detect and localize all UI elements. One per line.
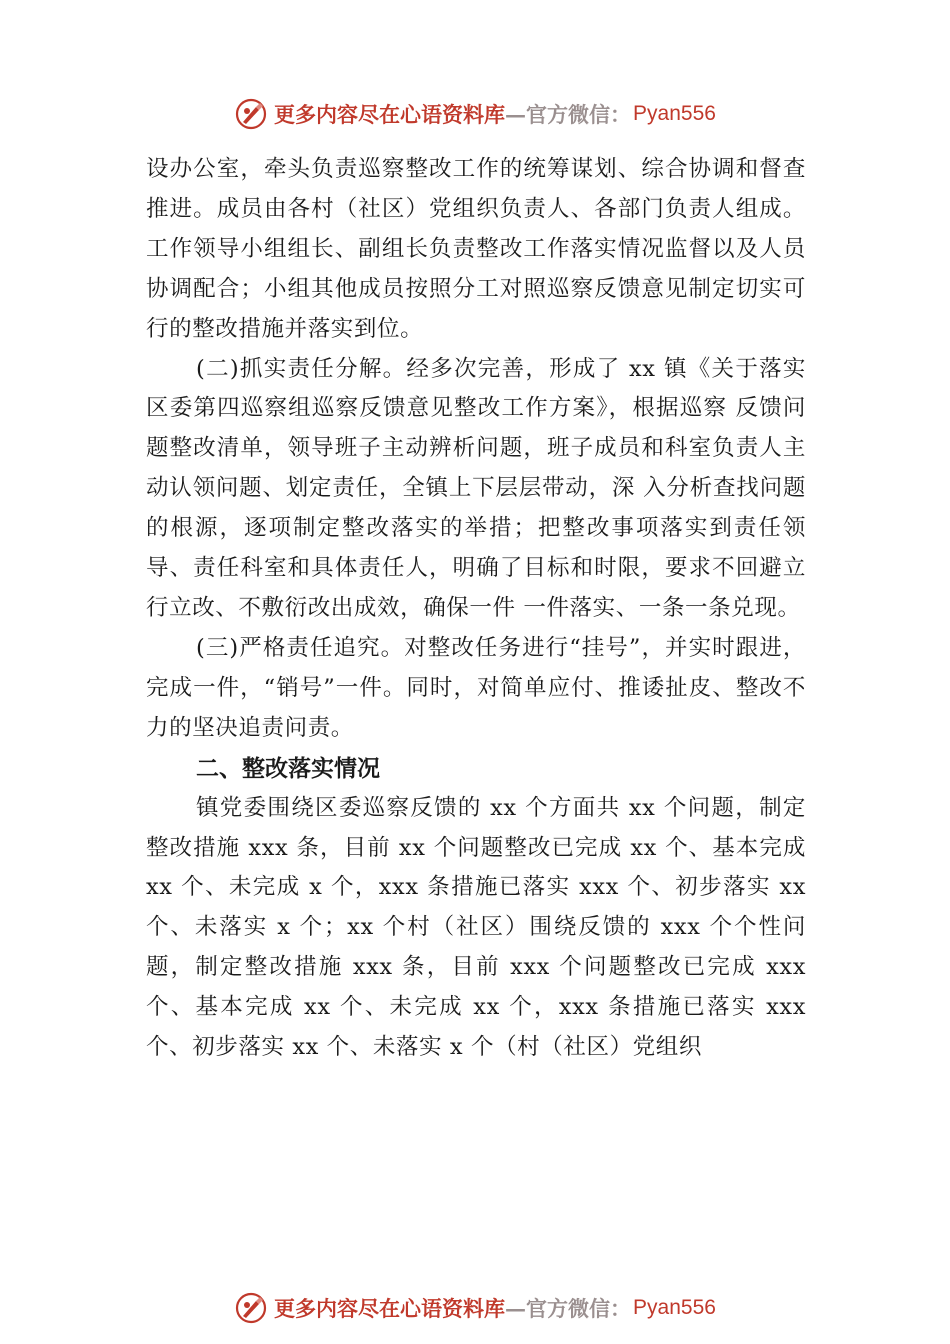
banner-main-text: 更多内容尽在心语资料库 (274, 102, 506, 127)
pen-circle-logo-icon (234, 1291, 268, 1325)
pen-circle-logo-icon (234, 97, 268, 131)
section-heading: 二、整改落实情况 (196, 755, 380, 782)
document-body (146, 150, 806, 1068)
paragraph-office-setup: 设办公室，牵头负责巡察整改工作的统筹谋划、综合协调和督查推进。成员由各村（社区）党组织负责人、各部门负责人组成。工作领导小组组长、副组长负责整改工作落实情况监督以及人员协调配合；小组其他成员按照分工对照巡察反馈意见制定切实可行的整改措施并落实到位。 (146, 156, 806, 342)
banner-dash-text: —官方微信： (505, 102, 632, 127)
banner-account-id: Pyan556 (633, 102, 716, 125)
paragraph-rectification-status: 镇党委围绕区委巡察反馈的 xx 个方面共 xx 个问题，制定整改措施 xxx 条，目前 xx 个问题整改已完成 xx 个、基本完成 xx 个、未完成 x 个，xxx 条措施已落实 xxx 个、初步落实 xx 个、未落实 x 个；xx 个村（社区）围绕反馈的 xxx 个个性问题，制定整改措施 xxx 条，目前 xxx 个问题整改已完成 xxx 个、基本完成 xx 个、未完成 xx 个，xxx 条措施已落实 xxx 个、初步落实 xx 个、未落实 x 个（村（社区）党组织 (146, 794, 806, 1061)
header-watermark-banner (0, 92, 950, 136)
banner-main-text: 更多内容尽在心语资料库 (274, 1296, 506, 1321)
banner-account-id: Pyan556 (633, 1296, 716, 1319)
paragraph-accountability: (三)严格责任追究。对整改任务进行“挂号”，并实时跟进，完成一件，“销号”一件。同时，对简单应付、推诿扯皮、整改不力的坚决追责问责。 (146, 634, 806, 741)
footer-watermark-banner (0, 1286, 950, 1330)
paragraph-responsibility-breakdown: (二)抓实责任分解。经多次完善，形成了 xx 镇《关于落实区委第四巡察组巡察反馈意见整改工作方案》，根据巡察 反馈问题整改清单，领导班子主动辨析问题，班子成员和科室负责人主动认领问题、划定责任，全镇上下层层带动，深 入分析查找问题的根源，逐项制定整改落实的举措；把整改事项落实到责任领导、责任科室和具体责任人，明确了目标和时限，要求不回避立行立改、不敷衍改出成效，确保一件 一件落实、一条一条兑现。 (146, 355, 806, 621)
banner-dash-text: —官方微信： (505, 1296, 632, 1321)
